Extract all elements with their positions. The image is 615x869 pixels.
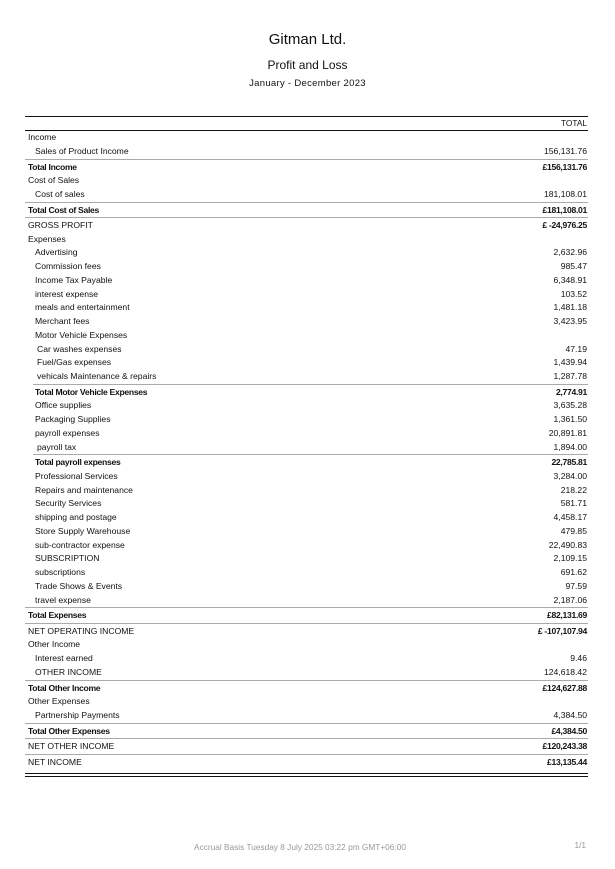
row-value: 22,490.83 [548,539,587,550]
row-value: £181,108.01 [542,204,587,215]
row-value: £4,384.50 [551,725,587,736]
row-label: shipping and postage [35,512,117,522]
row-value: 3,284.00 [553,470,587,481]
table-row [25,441,588,455]
table-row [25,484,588,498]
row-label: GROSS PROFIT [28,220,93,230]
row-label: Packaging Supplies [35,414,111,424]
row-value: £82,131.69 [546,610,587,621]
table-row [25,260,588,274]
row-value: 20,891.81 [548,427,587,438]
row-value: 2,109.15 [553,553,587,564]
row-value: 6,348.91 [553,274,587,285]
row-label: NET INCOME [28,756,82,767]
row-label: Cost of sales [35,188,85,199]
summary-row [25,623,588,639]
section-header-row [25,329,588,343]
total-row [25,723,588,739]
row-label: Total Cost of Sales [28,204,100,215]
row-value: 2,632.96 [553,247,587,258]
table-row [25,145,588,159]
table-row [25,356,588,370]
row-value: 1,439.94 [553,357,587,368]
table-row [25,709,588,723]
row-label: interest expense [35,288,99,299]
row-label: Total Other Expenses [28,725,110,736]
table-row [25,427,588,441]
table-row [25,274,588,288]
row-label: Income [28,132,57,142]
row-label: Fuel/Gas expenses [37,357,112,368]
section-header-row [25,174,588,188]
total-row [33,454,588,470]
row-label: NET OTHER INCOME [28,741,115,751]
table-row [25,580,588,594]
page-number: 1/1 [574,840,586,850]
row-value: 1,361.50 [553,414,587,424]
row-label: subscriptions [35,567,86,577]
table-row [25,652,588,666]
row-label: travel expense [35,594,91,605]
row-label: Commission fees [35,261,101,271]
row-label: Professional Services [35,470,118,481]
table-row [25,370,588,384]
row-label: payroll expenses [35,427,100,438]
total-row [33,384,588,400]
row-label: Total Motor Vehicle Expenses [35,386,148,397]
summary-row [25,754,588,770]
column-header-total: TOTAL [25,117,588,131]
row-value: 985.47 [560,261,587,271]
row-value: 691.62 [560,567,587,577]
row-value: 4,384.50 [553,709,587,720]
section-header-row [25,233,588,247]
profit-loss-table [25,116,588,777]
row-label: Other Income [28,639,81,650]
total-row [25,680,588,696]
company-name: Gitman Ltd. [268,31,347,48]
row-label: OTHER INCOME [35,666,102,677]
table-row [25,188,588,202]
table-body [25,131,588,769]
row-label: payroll tax [37,441,77,452]
row-value: 1,894.00 [553,441,587,452]
row-value: 47.19 [565,343,587,354]
row-value: £ -24,976.25 [542,220,587,230]
section-header-row [25,695,588,709]
report-period: January - December 2023 [249,78,366,89]
row-label: NET OPERATING INCOME [28,625,135,636]
row-value: 103.52 [560,288,587,299]
row-value: £120,243.38 [542,741,587,751]
row-value: £ -107,107.94 [537,625,587,636]
row-label: Total Other Income [28,682,101,693]
table-row [25,594,588,608]
row-value: 3,423.95 [553,316,587,326]
total-row [25,202,588,218]
row-value: 3,635.28 [553,400,587,411]
table-row [25,315,588,329]
table-row [25,666,588,680]
row-label: Other Expenses [28,696,90,706]
row-label: Expenses [28,233,66,244]
row-label: vehicals Maintenance & repairs [37,371,157,381]
row-value: 22,785.81 [551,457,587,468]
section-header-row [25,131,588,145]
row-value: £13,135.44 [546,756,587,767]
row-label: Advertising [35,247,78,258]
row-label: Store Supply Warehouse [35,525,131,536]
row-label: Cost of Sales [28,175,80,185]
double-rule-divider [25,773,588,777]
total-row [25,607,588,623]
table-row [25,511,588,525]
row-value: 2,774.91 [555,386,587,397]
footer-basis-timestamp: Accrual Basis Tuesday 8 July 2025 03:22 pm GMT+06:00 [194,842,406,852]
row-label: Sales of Product Income [35,145,129,156]
table-row [25,413,588,427]
row-label: Partnership Payments [35,709,120,720]
row-value: 218.22 [560,484,587,495]
row-label: Security Services [35,498,102,509]
row-value: 581.71 [560,498,587,509]
section-header-row [25,638,588,652]
summary-row [25,738,588,754]
row-value: 1,481.18 [553,302,587,313]
table-row [25,566,588,580]
row-label: Car washes expenses [37,343,122,354]
row-label: SUBSCRIPTION [35,553,100,564]
table-row [25,288,588,302]
row-label: Interest earned [35,653,93,663]
row-value: 124,618.42 [543,666,587,677]
table-row [25,497,588,511]
table-row [25,301,588,315]
row-label: Income Tax Payable [35,274,113,285]
table-row [25,470,588,484]
row-value: 4,458.17 [553,512,587,522]
table-row [25,246,588,260]
table-row [25,525,588,539]
row-value: 9.46 [570,653,587,663]
row-label: Total Income [28,161,77,172]
row-value: 479.85 [560,525,587,536]
row-value: 1,287.78 [553,371,587,381]
table-row [25,539,588,553]
row-label: Trade Shows & Events [35,580,123,591]
table-row [25,343,588,357]
row-label: Office supplies [35,400,92,411]
total-row [25,159,588,175]
report-title: Profit and Loss [267,58,348,72]
row-value: £124,627.88 [542,682,587,693]
row-label: Repairs and maintenance [35,484,133,495]
summary-row [25,217,588,233]
row-label: Total payroll expenses [35,457,121,468]
row-label: Total Expenses [28,610,87,621]
row-value: £156,131.76 [542,161,587,172]
row-value: 181,108.01 [543,188,587,199]
table-row [25,552,588,566]
table-row [25,399,588,413]
row-value: 2,187.06 [553,594,587,605]
row-label: Merchant fees [35,316,90,326]
row-value: 156,131.76 [543,145,587,156]
row-label: Motor Vehicle Expenses [35,329,128,340]
row-value: 97.59 [565,580,587,591]
row-label: sub-contractor expense [35,539,125,550]
row-label: meals and entertainment [35,302,130,313]
